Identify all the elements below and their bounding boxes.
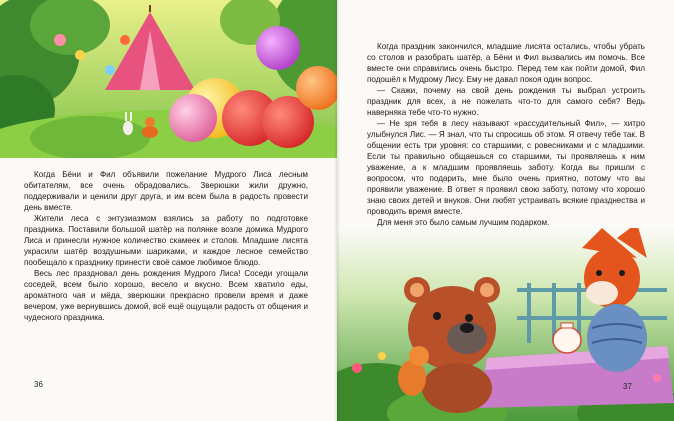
page-number-right: 37: [623, 382, 632, 391]
bear-and-fox-tea-illustration: [337, 228, 674, 421]
right-page-text: [367, 41, 645, 228]
left-paragraph: Жители леса с энтузиазмом взялись за работу по подготовке праздника. Поставили большой шатёр на полянке возле домика Мудрого Лиса и принесли нужное количество скамеек и столов. Младшие лисята украсили шатёр воздушными шариками, и каждое лесное семейство пообещало к празднику принести своё самое любимое блюдо.: [24, 214, 308, 267]
right-paragraph: Для меня это было самым лучшим подарком.: [377, 218, 550, 227]
book-gutter: [334, 0, 340, 421]
right-paragraph: Когда праздник закончился, младшие лисята остались, чтобы убрать со столов и разобрать шатёр, а Бёни и Фил вызвались им помочь. Все вместе они справились очень быстро. Перед тем как пойти домой, Фил подошёл к Мудрому Лису. Ему не давал покоя один вопрос.: [367, 42, 645, 84]
right-paragraph: — Скажи, почему на свой день рождения ты выбрал устроить праздник для всех, а не пожелать что-то для самого себя? Ведь наверняка тебе что-то нужно.: [367, 86, 645, 117]
left-paragraph: Когда Бёни и Фил объявили пожелание Мудрого Лиса лесным обитателям, все очень обрадовались. Зверюшки жили дружно, поддерживали и ценили друг друга, и им всем была в радость провести день вместе.: [24, 170, 308, 212]
left-paragraph: Весь лес праздновал день рождения Мудрого Лиса! Соседи угощали соседей, всем было хорошо, весело и вкусно. Всем хватило еды, ароматного чая и мёда, зверюшки прекрасно провели время и даже вечером, уже вернувшись домой, всё ещё ощущали радость от общения и чудесного праздника.: [24, 269, 308, 322]
right-page: [337, 0, 674, 421]
left-page-text: [24, 169, 308, 323]
right-paragraph: — Не зря тебя в лесу называют «рассудительный Фил», — хитро улыбнулся Лис. — Я знал, что ты спросишь об этом. Я отвечу тебе так. В общении есть три уровня: со старшими, с ровесниками и с младшими. Если ты правильно общаешься со старшими, ты проявляешь к ним уважение, а к младшим проявляешь заботу. Когда вы пришли с вопросом, что подарить, мне было очень приятно, потому что вы проявили уважение. В ответ я проявил свою заботу, потому что хорошо знаю своих детей и внуков. Они любят устраивать всякие празднества и проводить время вместе.: [367, 119, 645, 216]
page-number-left: 36: [34, 380, 43, 389]
party-tent-balloons-illustration: [0, 0, 337, 158]
